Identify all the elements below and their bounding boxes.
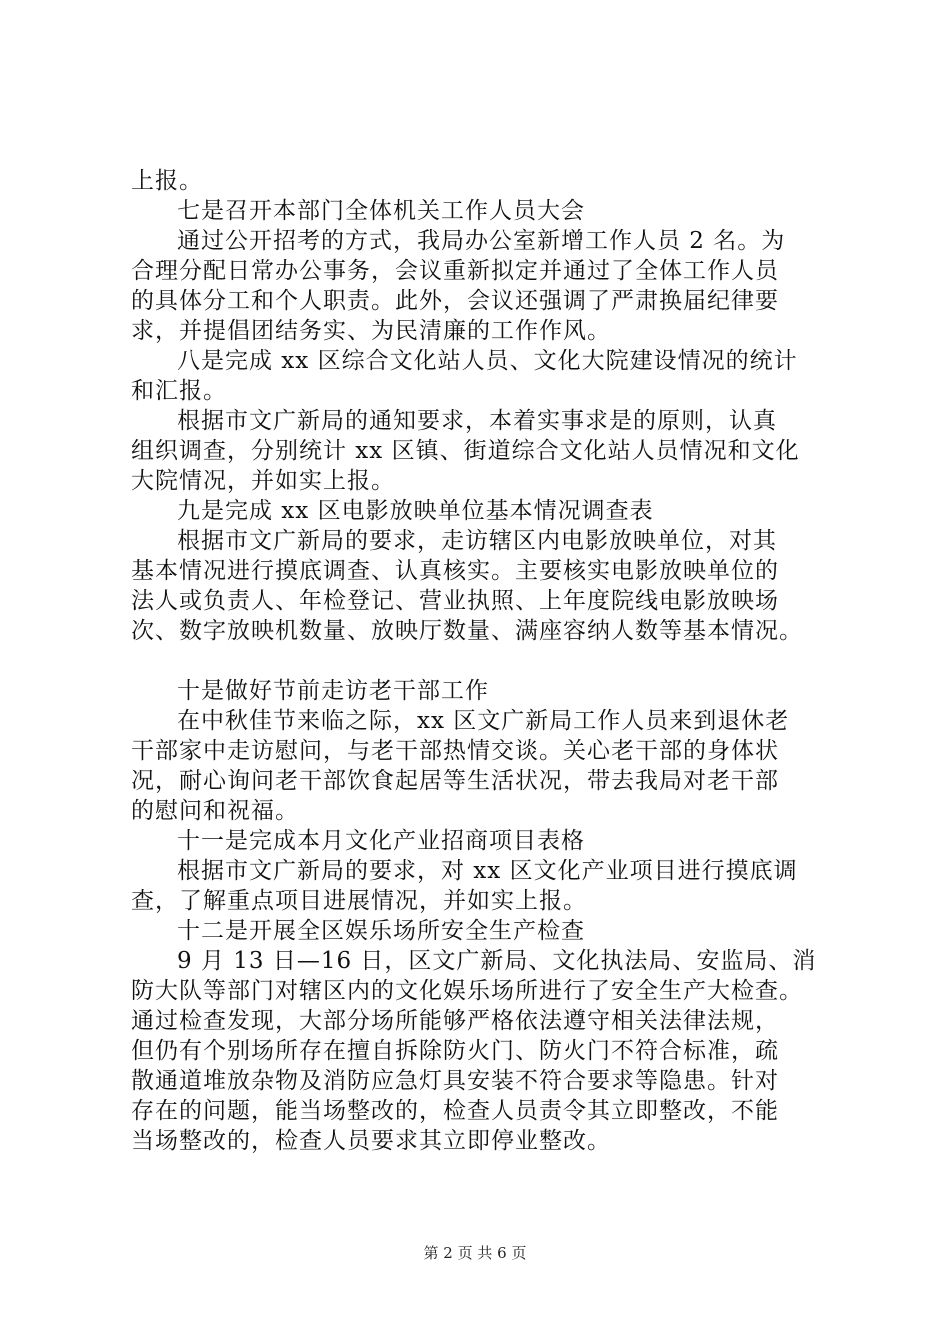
text-line: 和汇报。 [131,378,227,404]
text-line: 的具体分工和个人职责。此外，会议还强调了严肃换届纪律要 [131,288,779,314]
text-line: 通过检查发现，大部分场所能够严格依法遵守相关法律法规， [131,1008,779,1034]
text-line: 十是做好节前走访老干部工作 [177,678,489,704]
text-line: 防大队等部门对辖区内的文化娱乐场所进行了安全生产大检查。 [131,978,803,1004]
text-line: 但仍有个别场所存在擅自拆除防火门、防火门不符合标准，疏 [131,1038,779,1064]
text-line: 根据市文广新局的通知要求，本着实事求是的原则，认真 [177,408,777,434]
text-line: 查，了解重点项目进展情况，并如实上报。 [131,888,587,914]
text-line: 干部家中走访慰问，与老干部热情交谈。关心老干部的身体状 [131,738,779,764]
text-line: 根据市文广新局的要求，对 xx 区文化产业项目进行摸底调 [177,858,798,884]
text-line: 散通道堆放杂物及消防应急灯具安装不符合要求等隐患。针对 [131,1068,779,1094]
text-line: 的慰问和祝福。 [131,798,299,824]
text-line: 组织调查，分别统计 xx 区镇、街道综合文化站人员情况和文化 [131,438,800,464]
text-line: 9 月 13 日—16 日，区文广新局、文化执法局、安监局、消 [177,948,817,974]
text-line: 存在的问题，能当场整改的，检查人员责令其立即整改，不能 [131,1098,779,1124]
text-line: 大院情况，并如实上报。 [131,468,395,494]
text-line: 十二是开展全区娱乐场所安全生产检查 [177,918,585,944]
page-number-label: 第 2 页 共 6 页 [423,1244,527,1262]
text-line: 在中秋佳节来临之际，xx 区文广新局工作人员来到退休老 [177,708,790,734]
text-line: 八是完成 xx 区综合文化站人员、文化大院建设情况的统计 [177,348,798,374]
text-line: 七是召开本部门全体机关工作人员大会 [177,198,585,224]
text-line: 根据市文广新局的要求，走访辖区内电影放映单位，对其 [177,528,777,554]
text-line: 当场整改的，检查人员要求其立即停业整改。 [131,1128,611,1154]
text-line: 基本情况进行摸底调查、认真核实。主要核实电影放映单位的 [131,558,779,584]
blank-line [131,646,821,676]
text-line: 九是完成 xx 区电影放映单位基本情况调查表 [177,498,654,524]
text-line: 十一是完成本月文化产业招商项目表格 [177,828,585,854]
text-line: 况，耐心询问老干部饮食起居等生活状况，带去我局对老干部 [131,768,779,794]
text-line: 通过公开招考的方式，我局办公室新增工作人员 2 名。为 [177,228,786,254]
document-body [131,166,821,1156]
text-line: 上报。 [131,168,203,194]
text-line: 求，并提倡团结务实、为民清廉的工作作风。 [131,318,611,344]
text-line: 合理分配日常办公事务，会议重新拟定并通过了全体工作人员 [131,258,779,284]
text-line: 法人或负责人、年检登记、营业执照、上年度院线电影放映场 [131,588,779,614]
text-line: 次、数字放映机数量、放映厅数量、满座容纳人数等基本情况。 [131,618,803,644]
page-footer [0,1243,950,1263]
